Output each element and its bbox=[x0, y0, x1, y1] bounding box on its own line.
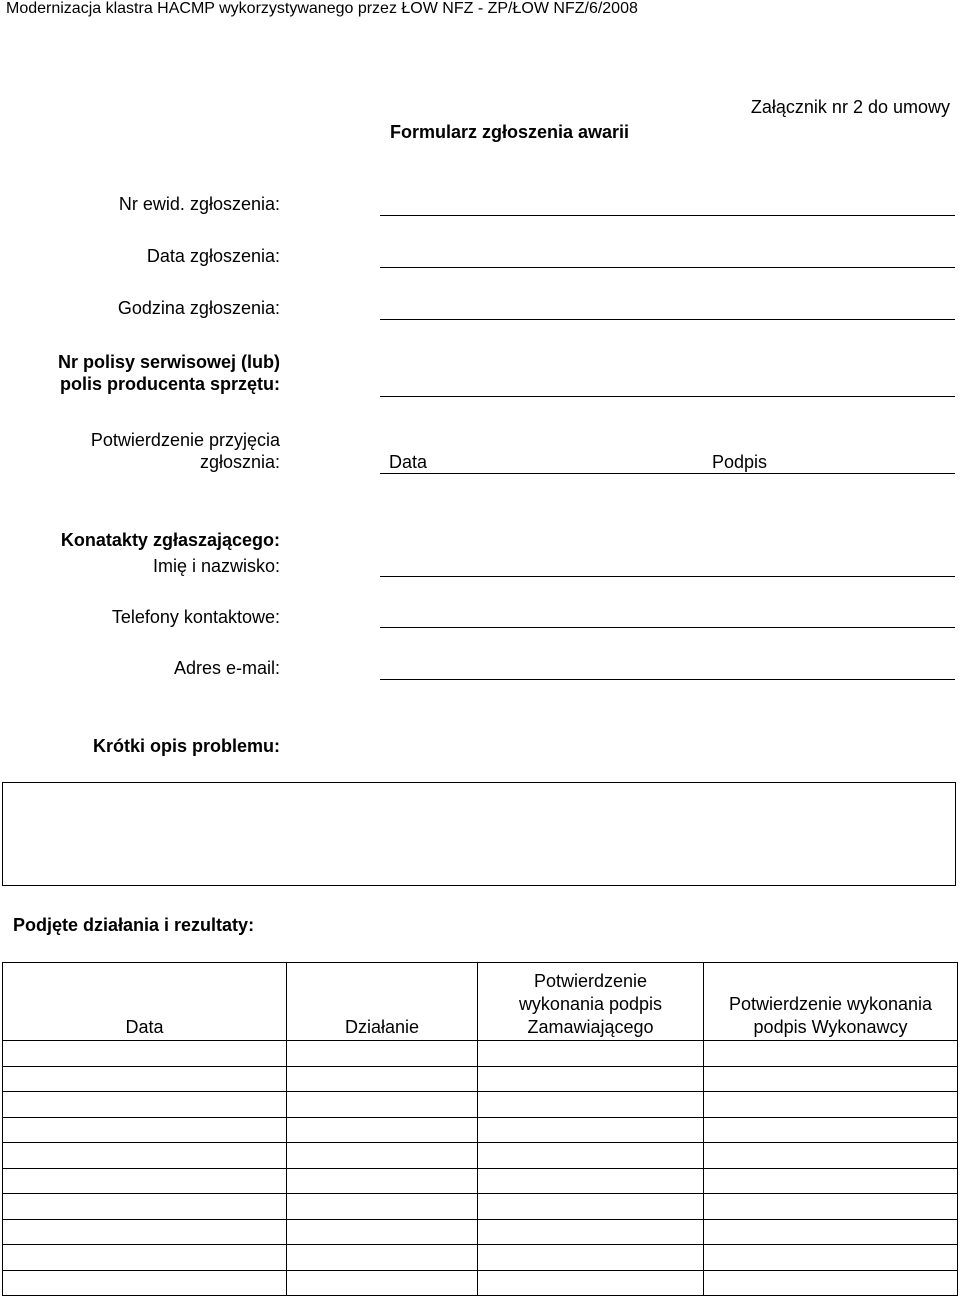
table-row bbox=[3, 1117, 958, 1143]
polisa-label-line1: Nr polisy serwisowej (lub) bbox=[57, 352, 280, 372]
table-row bbox=[3, 1219, 958, 1245]
table-cell[interactable] bbox=[704, 1168, 958, 1194]
godzina-zgloszenia-field[interactable] bbox=[380, 319, 955, 320]
table-row bbox=[3, 1245, 958, 1271]
potwierdzenie-field[interactable] bbox=[380, 473, 955, 474]
table-cell[interactable] bbox=[478, 1168, 704, 1194]
table-cell[interactable] bbox=[287, 1066, 478, 1092]
table-cell[interactable] bbox=[287, 1245, 478, 1271]
table-row bbox=[3, 1143, 958, 1169]
table-row bbox=[3, 1270, 958, 1296]
imie-nazwisko-label: Imię i nazwisko: bbox=[152, 556, 280, 576]
table-cell[interactable] bbox=[478, 1194, 704, 1220]
table-cell[interactable] bbox=[287, 1143, 478, 1169]
dzialania-table bbox=[2, 962, 958, 1296]
table-cell[interactable] bbox=[704, 1041, 958, 1067]
table-cell[interactable] bbox=[3, 1041, 287, 1067]
col-dzialanie-header bbox=[287, 963, 478, 1041]
table-cell[interactable] bbox=[287, 1194, 478, 1220]
table-cell[interactable] bbox=[478, 1219, 704, 1245]
dzialania-heading: Podjęte działania i rezultaty: bbox=[13, 915, 255, 935]
potwierdzenie-podpis-label: Podpis bbox=[712, 452, 768, 472]
email-label: Adres e-mail: bbox=[173, 658, 280, 678]
table-row bbox=[3, 1168, 958, 1194]
table-cell[interactable] bbox=[478, 1066, 704, 1092]
table-cell[interactable] bbox=[478, 1270, 704, 1296]
table-cell[interactable] bbox=[478, 1117, 704, 1143]
telefony-label: Telefony kontaktowe: bbox=[111, 607, 280, 627]
polisa-field[interactable] bbox=[380, 396, 955, 397]
col-zamawiajacy-header bbox=[478, 963, 704, 1041]
table-cell[interactable] bbox=[704, 1143, 958, 1169]
table-cell[interactable] bbox=[3, 1092, 287, 1118]
table-row bbox=[3, 1194, 958, 1220]
col-dzialanie-label: Działanie bbox=[344, 1017, 420, 1037]
potwierdzenie-data-label: Data bbox=[389, 452, 428, 472]
table-cell[interactable] bbox=[287, 1117, 478, 1143]
table-cell[interactable] bbox=[704, 1117, 958, 1143]
col-zamawiajacy-line3: Zamawiającego bbox=[527, 1017, 654, 1037]
dzialania-body bbox=[3, 1041, 958, 1296]
data-zgloszenia-label: Data zgłoszenia: bbox=[146, 246, 280, 266]
table-row bbox=[3, 1041, 958, 1067]
table-cell[interactable] bbox=[704, 1066, 958, 1092]
table-cell[interactable] bbox=[478, 1143, 704, 1169]
polisa-label-line2: polis producenta sprzętu: bbox=[59, 374, 280, 394]
table-cell[interactable] bbox=[478, 1245, 704, 1271]
table-cell[interactable] bbox=[704, 1092, 958, 1118]
table-cell[interactable] bbox=[704, 1219, 958, 1245]
table-cell[interactable] bbox=[3, 1194, 287, 1220]
table-cell[interactable] bbox=[704, 1270, 958, 1296]
table-cell[interactable] bbox=[3, 1168, 287, 1194]
col-data-label: Data bbox=[125, 1017, 164, 1037]
table-cell[interactable] bbox=[3, 1270, 287, 1296]
table-cell[interactable] bbox=[287, 1041, 478, 1067]
table-cell[interactable] bbox=[287, 1219, 478, 1245]
form-title: Formularz zgłoszenia awarii bbox=[390, 122, 630, 142]
table-cell[interactable] bbox=[704, 1245, 958, 1271]
dzialania-header-row bbox=[3, 963, 958, 1041]
potwierdzenie-label-line1: Potwierdzenie przyjęcia bbox=[90, 430, 280, 450]
polisa-label bbox=[58, 351, 280, 395]
nr-ewid-label: Nr ewid. zgłoszenia: bbox=[118, 194, 280, 214]
table-cell[interactable] bbox=[3, 1066, 287, 1092]
godzina-zgloszenia-label: Godzina zgłoszenia: bbox=[117, 298, 280, 318]
opis-problemu-box[interactable] bbox=[2, 782, 956, 886]
col-data-header bbox=[3, 963, 287, 1041]
potwierdzenie-label bbox=[91, 429, 280, 473]
table-cell[interactable] bbox=[478, 1041, 704, 1067]
table-cell[interactable] bbox=[704, 1194, 958, 1220]
col-wykonawca-line2: podpis Wykonawcy bbox=[753, 1017, 908, 1037]
table-cell[interactable] bbox=[3, 1219, 287, 1245]
potwierdzenie-label-line2: zgłosznia: bbox=[199, 452, 280, 472]
table-cell[interactable] bbox=[287, 1270, 478, 1296]
document-header: Modernizacja klastra HACMP wykorzystywanego przez ŁOW NFZ - ZP/ŁOW NFZ/6/2008 bbox=[6, 0, 638, 17]
table-cell[interactable] bbox=[287, 1092, 478, 1118]
annex-label: Załącznik nr 2 do umowy bbox=[750, 97, 950, 117]
opis-problemu-heading: Krótki opis problemu: bbox=[92, 736, 280, 756]
telefony-field[interactable] bbox=[380, 627, 955, 628]
email-field[interactable] bbox=[380, 679, 955, 680]
col-wykonawca-header bbox=[704, 963, 958, 1041]
table-row bbox=[3, 1092, 958, 1118]
col-zamawiajacy-line2: wykonania podpis bbox=[518, 994, 663, 1014]
col-zamawiajacy-line1: Potwierdzenie bbox=[533, 971, 648, 991]
table-cell[interactable] bbox=[478, 1092, 704, 1118]
imie-nazwisko-field[interactable] bbox=[380, 576, 955, 577]
table-cell[interactable] bbox=[3, 1143, 287, 1169]
table-cell[interactable] bbox=[3, 1117, 287, 1143]
kontakty-heading: Konatakty zgłaszającego: bbox=[60, 530, 280, 550]
table-cell[interactable] bbox=[3, 1245, 287, 1271]
nr-ewid-field[interactable] bbox=[380, 215, 955, 216]
data-zgloszenia-field[interactable] bbox=[380, 267, 955, 268]
table-row bbox=[3, 1066, 958, 1092]
col-wykonawca-line1: Potwierdzenie wykonania bbox=[728, 994, 933, 1014]
table-cell[interactable] bbox=[287, 1168, 478, 1194]
